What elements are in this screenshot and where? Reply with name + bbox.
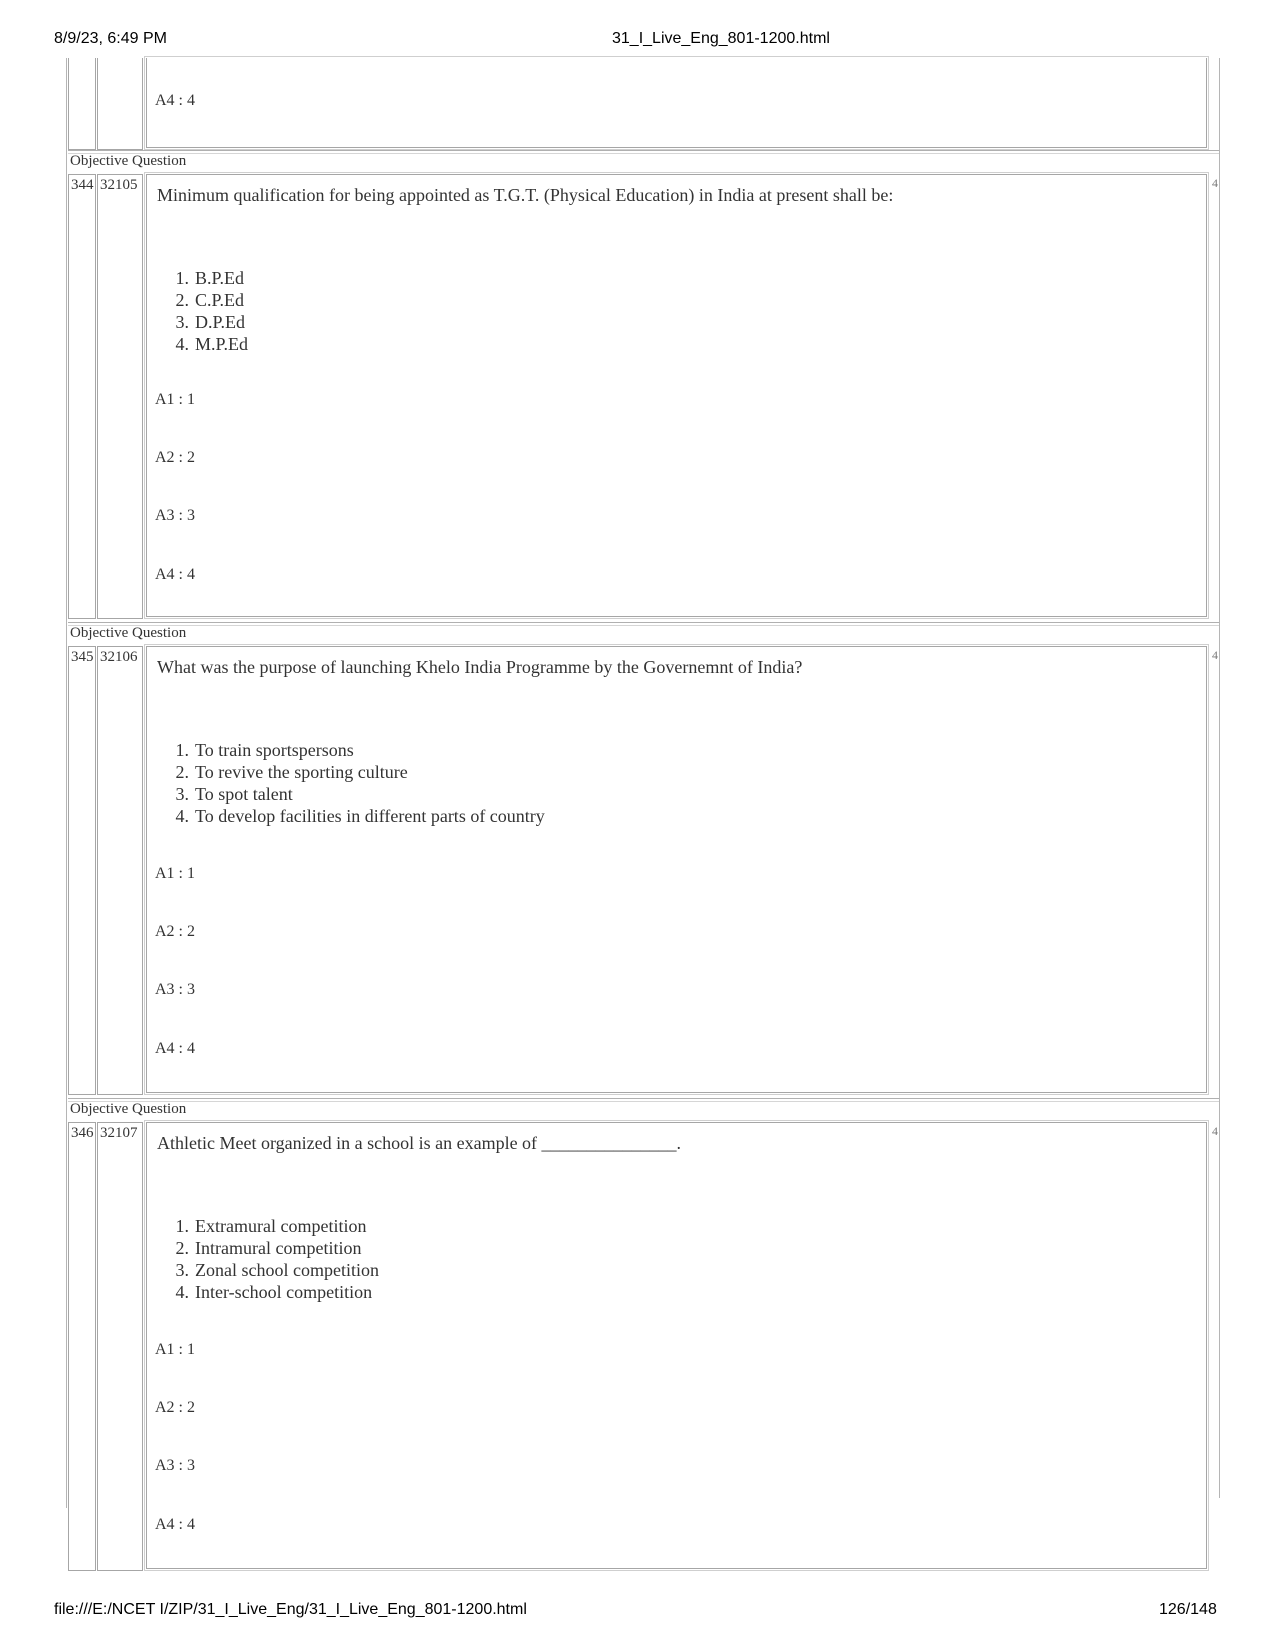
answer-option: A2 : 2 bbox=[155, 923, 195, 940]
print-page-number: 126/148 bbox=[1159, 1601, 1217, 1618]
answer-option: A1 : 1 bbox=[155, 865, 195, 882]
print-datetime: 8/9/23, 6:49 PM bbox=[54, 30, 167, 47]
clipped-marks-glyph: 4 bbox=[1212, 648, 1218, 662]
question-text: Athletic Meet organized in a school is an example of _______________. bbox=[157, 1133, 682, 1153]
answer-option: A3 : 3 bbox=[155, 507, 195, 524]
option-item: 4. To develop facilities in different parts of country bbox=[175, 806, 545, 826]
section-label: Objective Question bbox=[70, 625, 187, 641]
question-id: 32107 bbox=[97, 1122, 143, 1571]
question-id: 32105 bbox=[97, 174, 143, 619]
serial-number: 344 bbox=[68, 174, 96, 619]
table-right-edge bbox=[1219, 58, 1220, 1498]
question-id: 32106 bbox=[97, 646, 143, 1095]
serial-number: 346 bbox=[68, 1122, 96, 1571]
answer-option: A1 : 1 bbox=[155, 1341, 195, 1358]
clipped-marks-glyph: 4 bbox=[1212, 176, 1218, 190]
option-item: 2. C.P.Ed bbox=[175, 290, 245, 310]
question-text: Minimum qualification for being appointed as T.G.T. (Physical Education) in India at present shall be: bbox=[157, 185, 894, 205]
option-item: 4. M.P.Ed bbox=[175, 334, 249, 354]
options-list bbox=[157, 267, 248, 355]
option-item: 3. To spot talent bbox=[175, 784, 293, 804]
option-item: 1. B.P.Ed bbox=[175, 268, 245, 288]
row-separator bbox=[68, 150, 1219, 154]
option-item: 2. To revive the sporting culture bbox=[175, 762, 408, 782]
answer-option: A4 : 4 bbox=[155, 1516, 195, 1533]
option-item: 4. Inter-school competition bbox=[175, 1282, 373, 1302]
print-file-path: file:///E:/NCET I/ZIP/31_I_Live_Eng/31_I_Live_Eng_801-1200.html bbox=[54, 1601, 527, 1618]
option-item: 2. Intramural competition bbox=[175, 1238, 362, 1258]
options-list bbox=[157, 1215, 379, 1303]
question-text: What was the purpose of launching Khelo India Programme by the Governemnt of India? bbox=[157, 657, 803, 677]
section-label: Objective Question bbox=[70, 153, 187, 169]
answer-option: A3 : 3 bbox=[155, 1457, 195, 1474]
answer-option: A2 : 2 bbox=[155, 449, 195, 466]
question-content bbox=[146, 646, 1207, 1093]
question-content bbox=[146, 58, 1207, 148]
serial-number: 345 bbox=[68, 646, 96, 1095]
answer-option: A4 : 4 bbox=[155, 566, 195, 583]
row-separator bbox=[68, 622, 1219, 626]
option-item: 3. Zonal school competition bbox=[175, 1260, 379, 1280]
clipped-marks-glyph: 4 bbox=[1212, 1124, 1218, 1138]
answer-option: A3 : 3 bbox=[155, 981, 195, 998]
qid-cell bbox=[97, 58, 143, 150]
option-item: 1. Extramural competition bbox=[175, 1216, 367, 1236]
question-content bbox=[146, 1122, 1207, 1569]
answer-option: A4 : 4 bbox=[155, 92, 195, 109]
answer-option: A4 : 4 bbox=[155, 1040, 195, 1057]
print-doc-title: 31_I_Live_Eng_801-1200.html bbox=[612, 30, 830, 47]
serial-cell bbox=[68, 58, 96, 150]
question-content bbox=[146, 174, 1207, 617]
option-item: 3. D.P.Ed bbox=[175, 312, 246, 332]
row-separator bbox=[68, 1098, 1219, 1102]
answer-option: A1 : 1 bbox=[155, 391, 195, 408]
option-item: 1. To train sportspersons bbox=[175, 740, 354, 760]
options-list bbox=[157, 739, 545, 827]
section-label: Objective Question bbox=[70, 1101, 187, 1117]
answer-option: A2 : 2 bbox=[155, 1399, 195, 1416]
table-left-edge bbox=[66, 58, 67, 1508]
